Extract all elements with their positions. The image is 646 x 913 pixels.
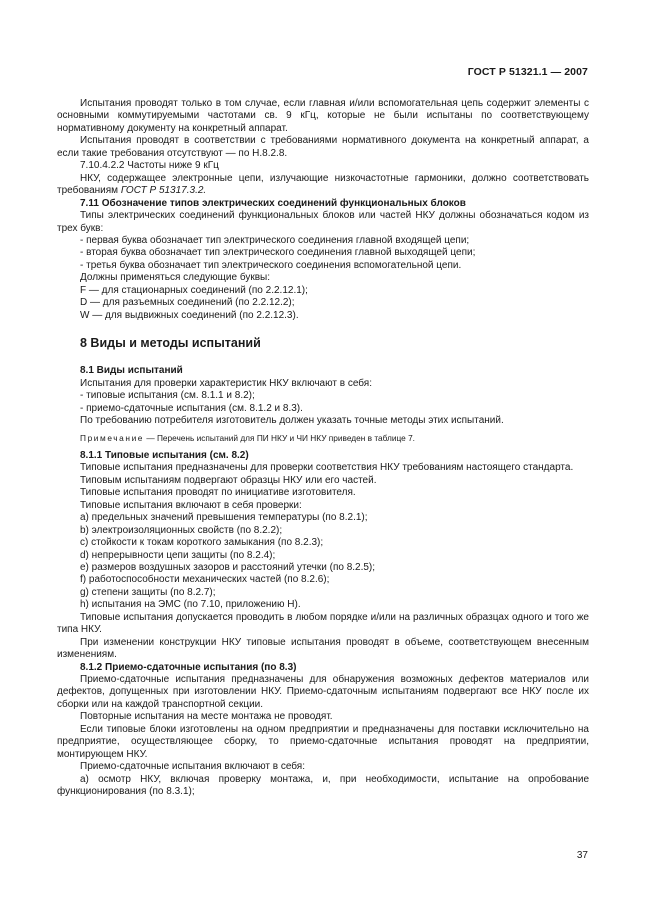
list-item: g) степени защиты (по 8.2.7); (80, 586, 216, 598)
paragraph: Типовым испытаниям подвергают образцы НКУ или его частей. (80, 474, 377, 486)
paragraph: Повторные испытания на месте монтажа не проводят. (80, 711, 333, 723)
list-item: - типовые испытания (см. 8.1.1 и 8.2); (80, 390, 255, 402)
paragraph: Испытания проводят только в том случае, если главная и/или вспомогательная цепь содержит элементы с основными коммутируемыми частотами св. 9 кГц, которые не были испытаны по соответствующему нормативному документу на конкретный аппарат. (57, 98, 589, 134)
paragraph: Типовые испытания включают в себя проверки: (80, 499, 302, 511)
list-item: - вторая буква обозначает тип электрического соединения главной выходящей цепи; (80, 247, 476, 259)
subclause-heading: 7.10.4.2.2 Частоты ниже 9 кГц (80, 160, 219, 172)
list-item: - третья буква обозначает тип электрического соединения вспомогательной цепи. (80, 259, 462, 271)
list-item: F — для стационарных соединений (по 2.2.12.1); (80, 284, 308, 296)
paragraph: При изменении конструкции НКУ типовые испытания проводят в объеме, соответствующем внесенным изменениям. (57, 636, 589, 661)
paragraph: Приемо-сдаточные испытания предназначены для обнаружения возможных дефектов материалов или дефектов, допущенных при изготовлении НКУ. Приемо-сдаточным испытаниям подвергают все НКУ после их сборки или на каждой транспортной секции. (57, 674, 589, 710)
list-item: b) электроизоляционных свойств (по 8.2.2); (80, 524, 283, 536)
paragraph (57, 173, 589, 198)
note-text: — Перечень испытаний для ПИ НКУ и ЧИ НКУ приведен в таблице 7. (144, 433, 415, 444)
paragraph: Должны применяться следующие буквы: (80, 272, 270, 284)
list-item: a) предельных значений превышения температуры (по 8.2.1); (80, 512, 368, 524)
list-item: a) осмотр НКУ, включая проверку монтажа, и, при необходимости, испытание на опробование функционирования (по 8.3.1); (57, 773, 589, 798)
list-item: f) работоспособности механических частей (по 8.2.6); (80, 574, 330, 586)
page-number: 37 (576, 850, 588, 861)
section-heading-8: 8 Виды и методы испытаний (80, 336, 261, 351)
list-item: h) испытания на ЭМС (по 7.10, приложению Н). (80, 599, 301, 611)
document-body (57, 98, 589, 799)
paragraph-text: НКУ, содержащее электронные цепи, излучающие низкочастотные гармоники, должно соответствовать требованиям (57, 172, 589, 197)
list-item: e) размеров воздушных зазоров и расстояний утечки (по 8.2.5); (80, 561, 376, 573)
paragraph: Испытания для проверки характеристик НКУ включают в себя: (80, 377, 372, 389)
section-heading-7-11: 7.11 Обозначение типов электрических соединений функциональных блоков (80, 197, 466, 209)
section-heading-8-1-2: 8.1.2 Приемо-сдаточные испытания (по 8.3) (80, 661, 297, 673)
paragraph: Приемо-сдаточные испытания включают в себя: (80, 761, 305, 773)
list-item: c) стойкости к токам короткого замыкания (по 8.2.3); (80, 537, 324, 549)
paragraph: По требованию потребителя изготовитель должен указать точные методы этих испытаний. (80, 414, 504, 426)
note-label: Примечание (80, 433, 145, 444)
list-item: - приемо-сдаточные испытания (см. 8.1.2 и 8.3). (80, 402, 303, 414)
paragraph: Типовые испытания проводят по инициативе изготовителя. (80, 487, 356, 499)
section-heading-8-1: 8.1 Виды испытаний (80, 365, 183, 377)
section-heading-8-1-1: 8.1.1 Типовые испытания (см. 8.2) (80, 449, 249, 461)
paragraph: Типовые испытания предназначены для проверки соответствия НКУ требованиям настоящего стандарта. (80, 462, 574, 474)
paragraph: Испытания проводят в соответствии с требованиями нормативного документа на конкретный аппарат, а если такие требования отсутствуют — по Н.8.2.8. (57, 135, 589, 159)
list-item: d) непрерывности цепи защиты (по 8.2.4); (80, 549, 276, 561)
paragraph: Если типовые блоки изготовлены на одном предприятии и предназначены для поставки исключительно на предприятие, осуществляющее сборку, то приемо-сдаточные испытания проводят на предприятии, монтирующем НКУ. (57, 723, 589, 760)
list-item: - первая буква обозначает тип электрического соединения главной входящей цепи; (80, 234, 470, 246)
standard-id-header: ГОСТ Р 51321.1 — 2007 (467, 66, 588, 78)
paragraph: Типовые испытания допускается проводить в любом порядке и/или на различных образцах одного и того же типа НКУ. (57, 611, 589, 636)
note (57, 432, 589, 444)
paragraph: Типы электрических соединений функциональных блоков или частей НКУ должны обозначаться кодом из трех букв: (57, 210, 589, 234)
list-item: D — для разъемных соединений (по 2.2.12.2); (80, 297, 295, 309)
standard-reference: ГОСТ Р 51317.3.2. (120, 185, 207, 197)
list-item: W — для выдвижных соединений (по 2.2.12.3). (80, 309, 299, 321)
